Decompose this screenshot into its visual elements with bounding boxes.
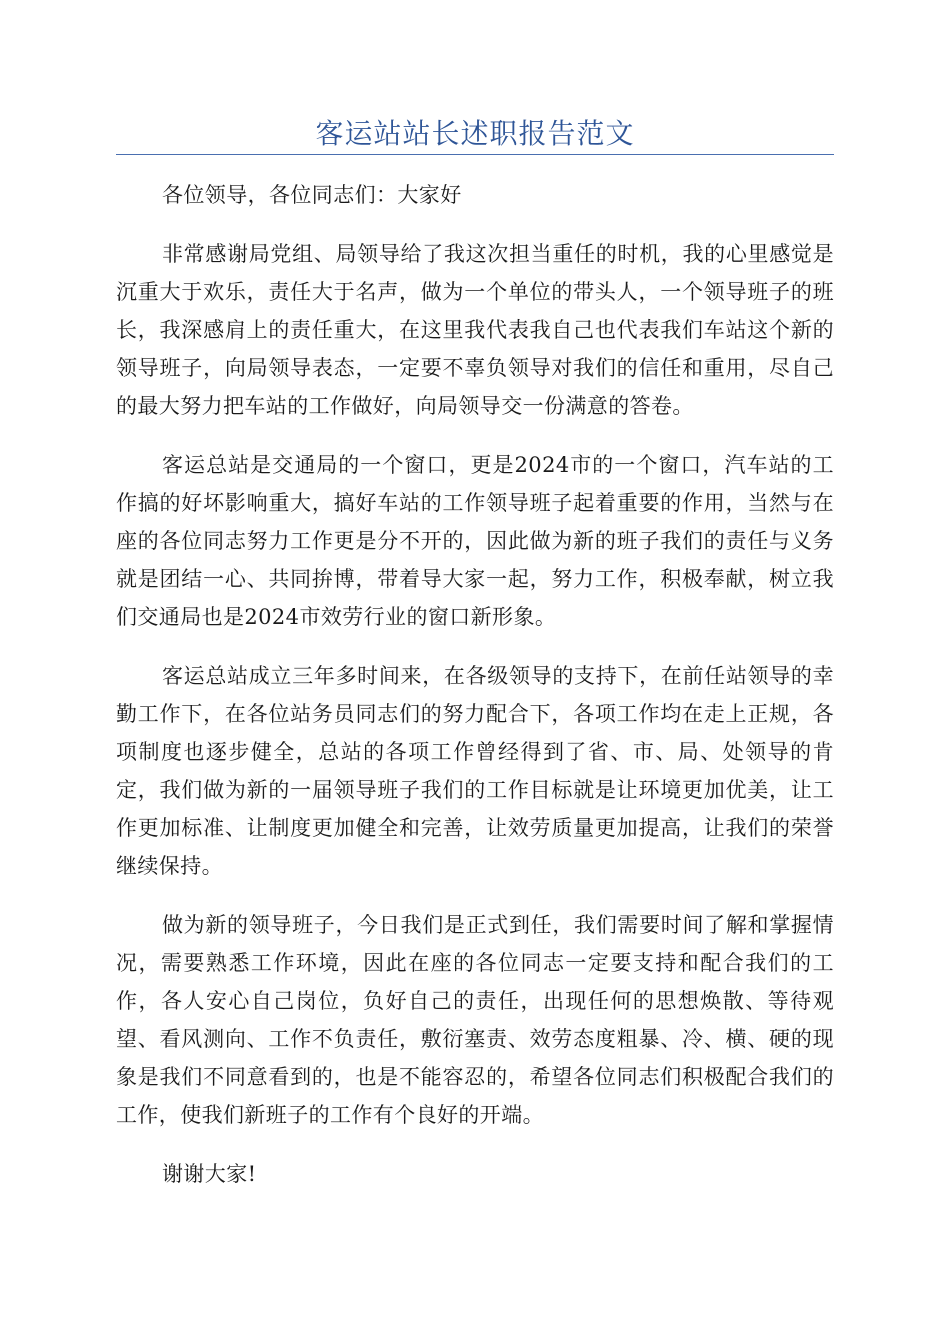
greeting-paragraph: 各位领导，各位同志们：大家好 <box>162 183 462 207</box>
document-title: 客运站站长述职报告范文 <box>315 117 635 150</box>
body-paragraph: 客运总站是交通局的一个窗口，更是2024市的一个窗口，汽车站的工作搞的好坏影响重大，搞好车站的工作领导班子起着重要的作用，当然与在座的各位同志努力工作更是分不开的，因此做为新的班子我们的责任与义务就是团结一心、共同拚博，带着导大家一起，努力工作，积极奉献，树立我们交通局也是2024市效劳行业的窗口新形象。 <box>116 453 834 629</box>
document-body <box>116 176 834 1214</box>
title-underline <box>116 154 834 155</box>
body-paragraph: 客运总站成立三年多时间来，在各级领导的支持下，在前任站领导的幸勤工作下，在各位站务员同志们的努力配合下，各项工作均在走上正规，各项制度也逐步健全，总站的各项工作曾经得到了省、市、局、处领导的肯定，我们做为新的一届领导班子我们的工作目标就是让环境更加优美，让工作更加标准、让制度更加健全和完善，让效劳质量更加提高，让我们的荣誉继续保持。 <box>116 664 834 878</box>
body-paragraph: 做为新的领导班子，今日我们是正式到任，我们需要时间了解和掌握情况，需要熟悉工作环境，因此在座的各位同志一定要支持和配合我们的工作，各人安心自己岗位，负好自己的责任，出现任何的思想焕散、等待观望、看风测向、工作不负责任，敷衍塞责、效劳态度粗暴、冷、横、硬的现象是我们不同意看到的，也是不能容忍的，希望各位同志们积极配合我们的工作，使我们新班子的工作有个良好的开端。 <box>116 913 834 1127</box>
body-paragraph: 非常感谢局党组、局领导给了我这次担当重任的时机，我的心里感觉是沉重大于欢乐，责任大于名声，做为一个单位的带头人，一个领导班子的班长，我深感肩上的责任重大，在这里我代表我自己也代表我们车站这个新的领导班子，向局领导表态，一定要不辜负领导对我们的信任和重用，尽自己的最大努力把车站的工作做好，向局领导交一份满意的答卷。 <box>116 242 834 418</box>
closing-paragraph: 谢谢大家! <box>162 1162 257 1186</box>
